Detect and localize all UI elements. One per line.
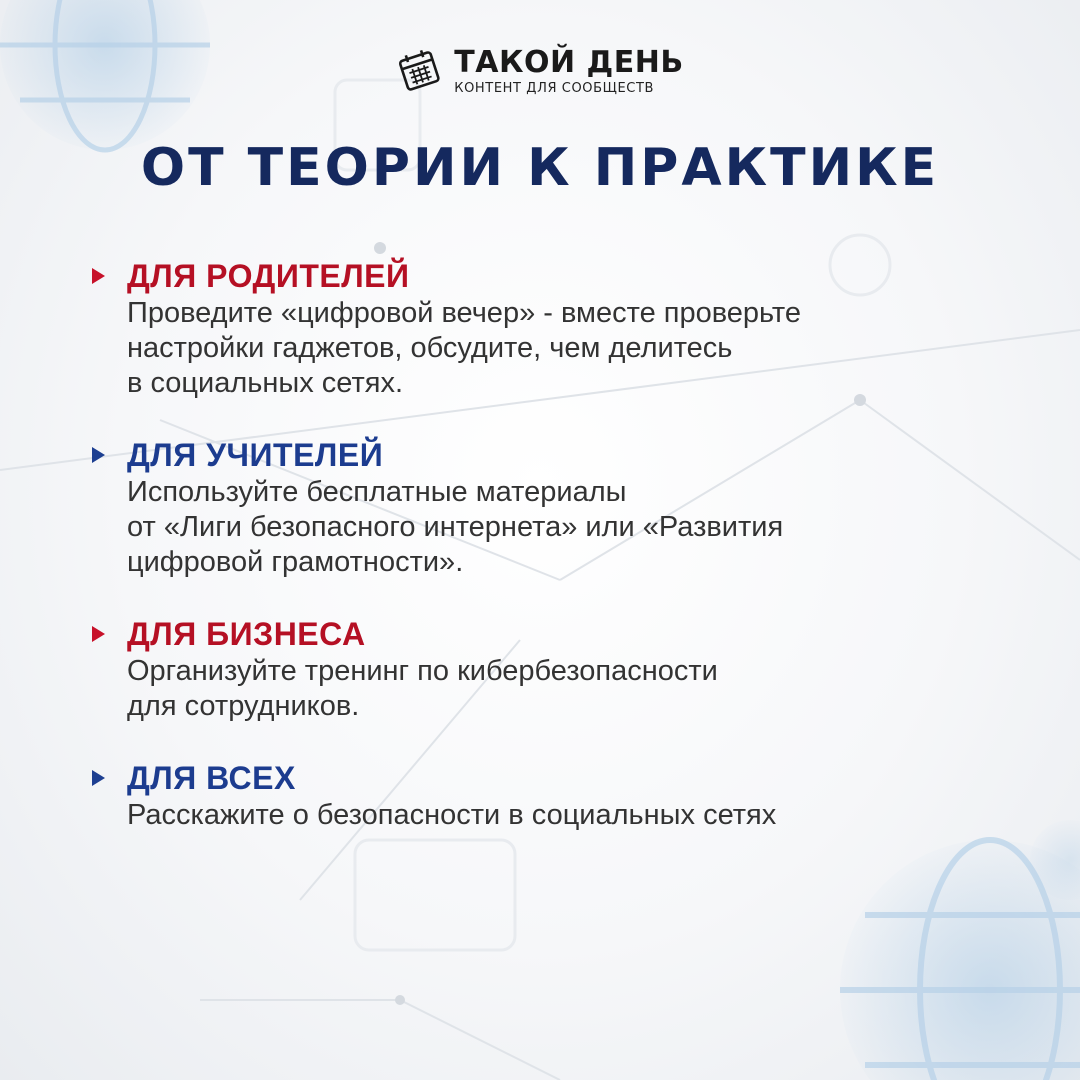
triangle-bullet-icon [92, 268, 105, 284]
list-item [90, 256, 1020, 401]
brand-logo [0, 46, 1080, 98]
brand-subtitle: КОНТЕНТ ДЛЯ СООБЩЕСТВ [454, 81, 655, 96]
category-description: Используйте бесплатные материалы от «Лиги безопасного интернета» или «Развития цифровой грамотности». [127, 476, 784, 578]
triangle-bullet-icon [92, 626, 105, 642]
category-title: ДЛЯ УЧИТЕЛЕЙ [127, 436, 384, 473]
calendar-icon [396, 47, 442, 98]
brand-title: ТАКОЙ ДЕНЬ [454, 45, 684, 80]
category-description: Проведите «цифровой вечер» - вместе проверьте настройки гаджетов, обсудите, чем делитесь в социальных сетях. [127, 297, 801, 399]
list-item [90, 435, 1020, 580]
category-description: Расскажите о безопасности в социальных сетях [127, 799, 777, 831]
triangle-bullet-icon [92, 770, 105, 786]
category-description: Организуйте тренинг по кибербезопасности для сотрудников. [127, 655, 718, 722]
triangle-bullet-icon [92, 447, 105, 463]
list-item [90, 758, 1020, 833]
category-title: ДЛЯ РОДИТЕЛЕЙ [127, 257, 410, 294]
category-title: ДЛЯ БИЗНЕСА [127, 615, 366, 652]
page-title: ОТ ТЕОРИИ К ПРАКТИКЕ [140, 138, 940, 198]
tips-list [90, 256, 1020, 867]
list-item [90, 614, 1020, 724]
category-title: ДЛЯ ВСЕХ [127, 759, 296, 796]
